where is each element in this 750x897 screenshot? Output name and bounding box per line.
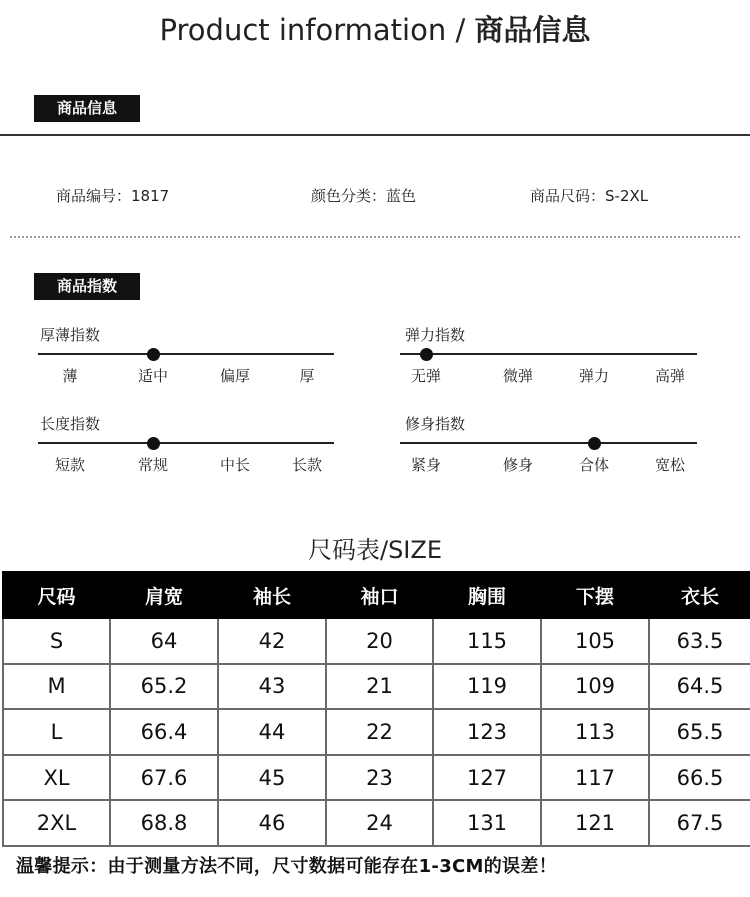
table-cell: 113	[541, 709, 649, 755]
table-cell: 22	[326, 709, 433, 755]
table-cell: 131	[433, 800, 541, 846]
indicator-option: 紧身	[410, 456, 442, 474]
table-cell: 2XL	[3, 800, 110, 846]
table-cell: XL	[3, 755, 110, 801]
info-item-code	[56, 185, 169, 206]
table-cell: 123	[433, 709, 541, 755]
table-row	[3, 618, 750, 664]
size-table-header-row	[3, 572, 750, 618]
size-table-title: 尺码表/SIZE	[307, 536, 442, 564]
info-value: 蓝色	[386, 187, 417, 205]
info-item-size	[530, 185, 648, 206]
indicator-option: 微弹	[502, 367, 534, 385]
indicator-option: 合体	[578, 456, 610, 474]
table-cell: 121	[541, 800, 649, 846]
table-cell: 68.8	[110, 800, 218, 846]
indicator-option: 无弹	[410, 367, 442, 385]
header-cell: 胸围	[433, 572, 541, 618]
indicator-option: 中长	[219, 456, 251, 474]
table-cell: 63.5	[649, 618, 750, 664]
indicator-option: 宽松	[654, 456, 686, 474]
table-cell: M	[3, 664, 110, 710]
size-table	[2, 571, 750, 847]
header-cell: 尺码	[3, 572, 110, 618]
indicator-marker	[147, 437, 160, 450]
indicator-scale-line	[400, 442, 697, 444]
table-cell: 21	[326, 664, 433, 710]
indicator-marker	[147, 348, 160, 361]
table-cell: 105	[541, 618, 649, 664]
indicator-option: 弹力	[578, 367, 610, 385]
table-cell: 66.5	[649, 755, 750, 801]
table-cell: 20	[326, 618, 433, 664]
table-cell: 119	[433, 664, 541, 710]
table-cell: 65.2	[110, 664, 218, 710]
indicator-option: 薄	[62, 367, 78, 385]
info-value: S-2XL	[605, 187, 649, 205]
table-cell: 127	[433, 755, 541, 801]
indicator-title: 厚薄指数	[40, 326, 101, 344]
indicator-option: 厚	[299, 367, 315, 385]
table-row	[3, 709, 750, 755]
table-cell: L	[3, 709, 110, 755]
table-cell: 45	[218, 755, 326, 801]
table-row	[3, 755, 750, 801]
indicator-option: 高弹	[654, 367, 686, 385]
indicator-scale-line	[400, 353, 697, 355]
table-cell: 46	[218, 800, 326, 846]
section-tag-index: 商品指数	[34, 273, 140, 300]
indicator-title: 修身指数	[405, 415, 466, 433]
table-cell: 109	[541, 664, 649, 710]
indicator-option: 修身	[502, 456, 534, 474]
table-cell: 44	[218, 709, 326, 755]
table-cell: 23	[326, 755, 433, 801]
info-value: 1817	[131, 187, 170, 205]
page-title-en: Product information /	[159, 13, 466, 47]
page-title	[0, 8, 750, 49]
size-table-body	[3, 618, 750, 846]
indicator-option: 适中	[137, 367, 169, 385]
section-tag-info: 商品信息	[34, 95, 140, 122]
indicator-scale-line	[38, 353, 334, 355]
table-cell: 65.5	[649, 709, 750, 755]
indicator-title: 长度指数	[40, 415, 101, 433]
table-cell: 117	[541, 755, 649, 801]
table-cell: S	[3, 618, 110, 664]
table-cell: 43	[218, 664, 326, 710]
table-cell: 67.5	[649, 800, 750, 846]
indicator-option: 常规	[137, 456, 169, 474]
table-cell: 42	[218, 618, 326, 664]
indicator-scale-line	[38, 442, 334, 444]
table-cell: 24	[326, 800, 433, 846]
info-label: 颜色分类：	[311, 187, 387, 205]
indicator-marker	[588, 437, 601, 450]
indicator-title: 弹力指数	[405, 326, 466, 344]
header-cell: 袖长	[218, 572, 326, 618]
table-cell: 67.6	[110, 755, 218, 801]
indicator-marker	[420, 348, 433, 361]
header-cell: 肩宽	[110, 572, 218, 618]
indicator-option: 偏厚	[219, 367, 251, 385]
info-label: 商品编号：	[56, 187, 132, 205]
table-cell: 64.5	[649, 664, 750, 710]
section-divider	[0, 134, 750, 136]
info-item-color	[311, 185, 416, 206]
table-cell: 115	[433, 618, 541, 664]
header-cell: 下摆	[541, 572, 649, 618]
info-label: 商品尺码：	[530, 187, 606, 205]
table-cell: 66.4	[110, 709, 218, 755]
table-cell: 64	[110, 618, 218, 664]
dotted-divider	[10, 236, 740, 238]
footnote: 温馨提示：由于测量方法不同，尺寸数据可能存在1-3CM的误差！	[16, 856, 557, 877]
indicator-option: 长款	[291, 456, 323, 474]
page-title-cn: 商品信息	[474, 13, 591, 47]
header-cell: 衣长	[649, 572, 750, 618]
table-row	[3, 664, 750, 710]
indicator-option: 短款	[54, 456, 86, 474]
header-cell: 袖口	[326, 572, 433, 618]
table-row	[3, 800, 750, 846]
